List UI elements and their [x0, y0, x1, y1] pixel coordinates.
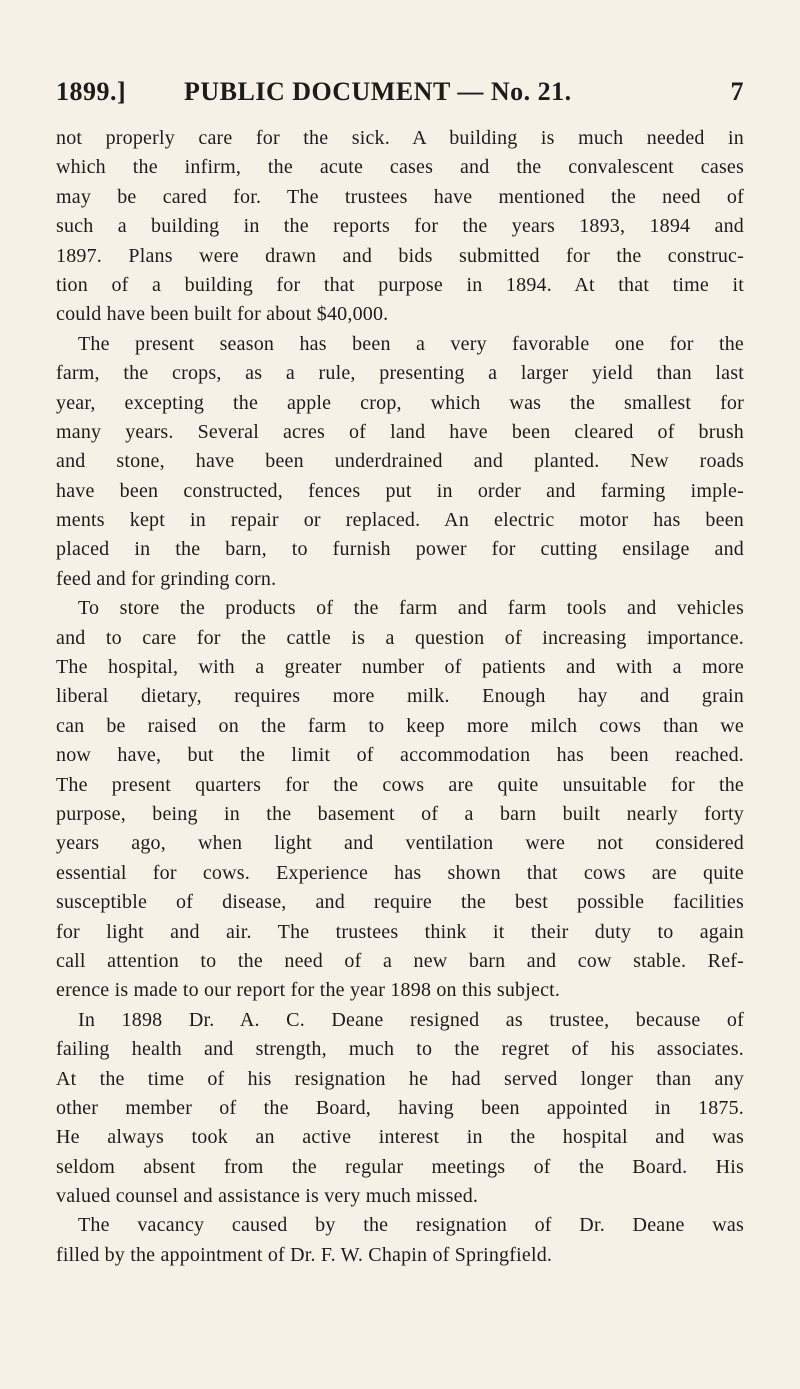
text-line: now have, but the limit of accommodation has been reached.: [56, 744, 744, 767]
header-title: PUBLIC DOCUMENT — No. 21.: [184, 77, 572, 106]
text-line: The present season has been a very favorable one for the: [78, 332, 744, 355]
text-line: could have been built for about $40,000.: [56, 303, 389, 326]
text-line: placed in the barn, to furnish power for cutting ensilage and: [56, 538, 744, 561]
text-line: He always took an active interest in the hospital and was: [56, 1126, 744, 1149]
text-line: To store the products of the farm and farm tools and vehicles: [78, 597, 744, 620]
text-line: for light and air. The trustees think it their duty to again: [56, 920, 744, 943]
text-line: filled by the appointment of Dr. F. W. Chapin of Springfield.: [56, 1243, 553, 1266]
text-line: and stone, have been underdrained and planted. New roads: [56, 450, 744, 473]
text-line: At the time of his resignation he had served longer than any: [56, 1067, 744, 1090]
text-line: ments kept in repair or replaced. An electric motor has been: [56, 509, 744, 532]
text-line: many years. Several acres of land have been cleared of brush: [56, 420, 744, 443]
running-head: [56, 72, 744, 112]
text-line: tion of a building for that purpose in 1894. At that time it: [56, 273, 744, 296]
text-line: essential for cows. Experience has shown that cows are quite: [56, 861, 744, 884]
text-line: seldom absent from the regular meetings of the Board. His: [56, 1155, 744, 1178]
text-line: purpose, being in the basement of a barn built nearly forty: [56, 802, 744, 825]
text-line: liberal dietary, requires more milk. Enough hay and grain: [56, 685, 744, 708]
body-text: [56, 124, 744, 1270]
text-line: failing health and strength, much to the regret of his associates.: [56, 1038, 744, 1061]
text-line: can be raised on the farm to keep more milch cows than we: [56, 714, 744, 737]
header-year: 1899.]: [56, 77, 127, 106]
text-line: In 1898 Dr. A. C. Deane resigned as trustee, because of: [78, 1008, 744, 1031]
text-line: The hospital, with a greater number of patients and with a more: [56, 656, 744, 679]
text-line: The present quarters for the cows are quite unsuitable for the: [56, 773, 744, 796]
text-line: valued counsel and assistance is very much missed.: [56, 1185, 479, 1208]
text-line: erence is made to our report for the year 1898 on this subject.: [56, 979, 561, 1002]
text-line: The vacancy caused by the resignation of Dr. Deane was: [78, 1214, 744, 1237]
text-line: call attention to the need of a new barn and cow stable. Ref-: [56, 949, 744, 972]
text-line: not properly care for the sick. A building is much needed in: [56, 127, 744, 149]
text-line: other member of the Board, having been appointed in 1875.: [56, 1096, 744, 1119]
text-line: have been constructed, fences put in order and farming imple-: [56, 479, 744, 502]
text-line: farm, the crops, as a rule, presenting a larger yield than last: [56, 362, 744, 385]
page-number: 7: [730, 77, 744, 106]
text-line: 1897. Plans were drawn and bids submitted for the construc-: [56, 244, 744, 267]
text-line: such a building in the reports for the years 1893, 1894 and: [56, 215, 744, 238]
text-line: which the infirm, the acute cases and the convalescent cases: [56, 156, 744, 179]
text-line: may be cared for. The trustees have mentioned the need of: [56, 185, 744, 208]
text-line: years ago, when light and ventilation were not considered: [56, 832, 744, 855]
text-line: susceptible of disease, and require the best possible facilities: [56, 891, 744, 914]
text-line: and to care for the cattle is a question of increasing importance.: [56, 626, 744, 649]
text-line: year, excepting the apple crop, which was the smallest for: [56, 391, 744, 414]
text-line: feed and for grinding corn.: [56, 567, 277, 590]
